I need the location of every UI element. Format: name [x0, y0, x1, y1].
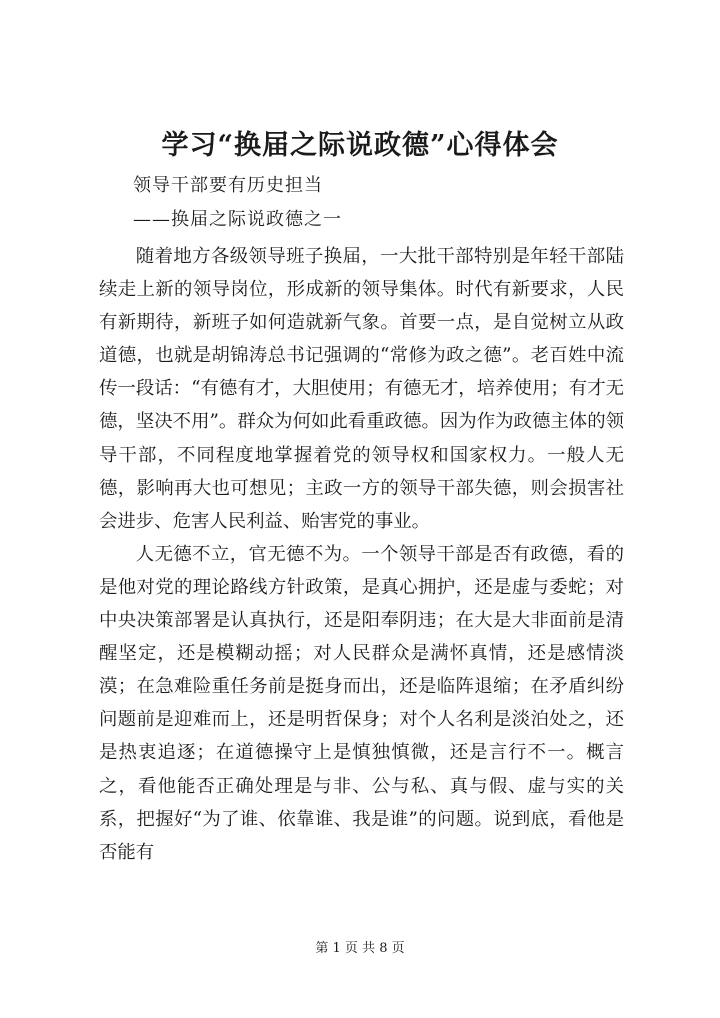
body-paragraph-1: 随着地方各级领导班子换届，一大批干部特别是年轻干部陆续走上新的领导岗位，形成新的领导集体。时代有新要求，人民有新期待，新班子如何造就新气象。首要一点，是自觉树立从政道德，也就是胡锦涛总书记强调的“常修为政之德”。老百姓中流传一段话：“有德有才，大胆使用；有德无才，培养使用；有才无德，坚决不用”。群众为何如此看重政德。因为作为政德主体的领导干部，不同程度地掌握着党的领导权和国家权力。一般人无德，影响再大也可想见；主政一方的领导干部失德，则会损害社会进步、危害人民利益、贻害党的事业。: [99, 246, 624, 532]
subtitle-line-2: ——换届之际说政德之一: [133, 209, 342, 230]
page-number-footer: 第 1 页 共 8 页: [315, 941, 405, 956]
subtitle-line-1: 领导干部要有历史担当: [133, 175, 323, 196]
document-title: 学习“换届之际说政德”心得体会: [161, 130, 559, 161]
body-paragraph-2: 人无德不立，官无德不为。一个领导干部是否有政德，看的是他对党的理论路线方针政策，是真心拥护，还是虚与委蛇；对中央决策部署是认真执行，还是阳奉阴违；在大是大非面前是清醒坚定，还是模糊动摇；对人民群众是满怀真情，还是感情淡漠；在急难险重任务前是挺身而出，还是临阵退缩；在矛盾纠纷问题前是迎难而上，还是明哲保身；对个人名利是淡泊处之，还是热衷追逐；在道德操守上是慎独慎微，还是言行不一。概言之，看他能否正确处理是与非、公与私、真与假、虚与实的关系，把握好“为了谁、依靠谁、我是谁”的问题。说到底，看他是否能有: [99, 543, 624, 863]
document-body: [99, 240, 624, 869]
